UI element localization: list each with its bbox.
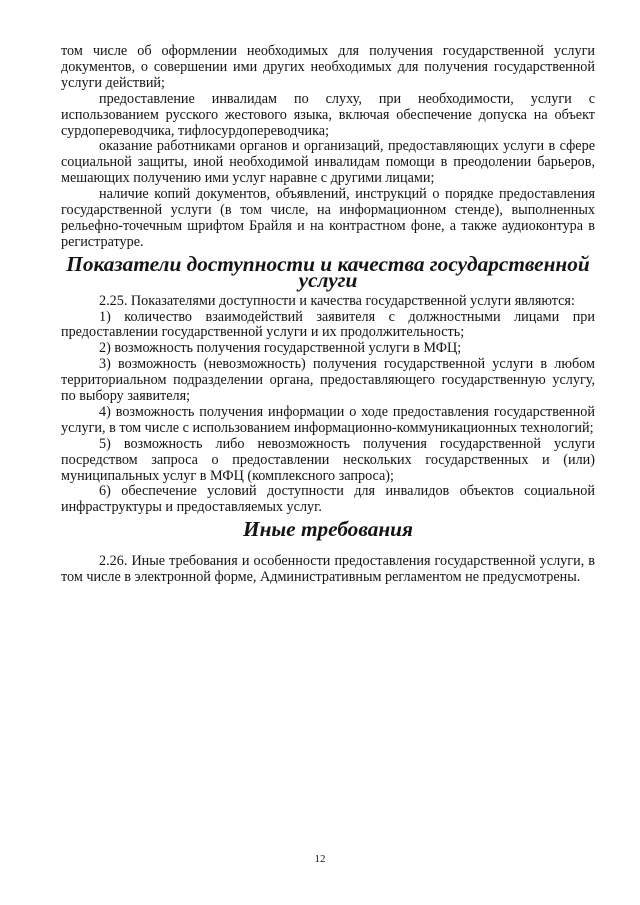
list-item: 1) количество взаимодействий заявителя с должностными лицами при предоставлении государственной услуги и их продолжительность; bbox=[61, 308, 595, 341]
paragraph: 2.26. Иные требования и особенности предоставления государственной услуги, в том числе в электронной форме, Административным регламентом не предусмотрены. bbox=[61, 553, 595, 586]
paragraph: 2.25. Показателями доступности и качества государственной услуги являются: bbox=[99, 292, 575, 309]
section-heading: Иные требования bbox=[243, 517, 413, 542]
document-body bbox=[61, 44, 595, 586]
list-item: 5) возможность либо невозможность получения государственной услуги посредством запроса о предоставлении нескольких государственных и (или) муниципальных услуг в МФЦ (комплексного запроса); bbox=[61, 435, 595, 484]
list-item: 4) возможность получения информации о ходе предоставления государственной услуги, в том числе с использованием информационно-коммуникационных технологий; bbox=[61, 403, 595, 436]
paragraph: предоставление инвалидам по слуху, при необходимости, услуги с использованием русского жестового языка, включая обеспечение допуска на объект сурдопереводчика, тифлосурдопереводчика; bbox=[61, 90, 595, 139]
section-heading: Показатели доступности и качества государственной услуги bbox=[66, 251, 590, 292]
list-item: 6) обеспечение условий доступности для инвалидов объектов социальной инфраструктуры и предоставляемых услуг. bbox=[61, 483, 595, 516]
list-item: 3) возможность (невозможность) получения государственной услуги в любом территориальном подразделении органа, предоставляющего государственную услугу, по выбору заявителя; bbox=[61, 356, 595, 405]
paragraph: наличие копий документов, объявлений, инструкций о порядке предоставления государственной услуги (в том числе, на информационном стенде), выполненных рельефно-точечным шрифтом Брайля и на контрастном фоне, а также аудиоконтура в регистратуре. bbox=[61, 186, 595, 250]
paragraph: оказание работниками органов и организаций, предоставляющих услуги в сфере социальной защиты, иной необходимой инвалидам помощи в преодолении барьеров, мешающих получению ими услуг наравне с другими лицами; bbox=[61, 138, 595, 187]
page-number: 12 bbox=[314, 853, 326, 865]
paragraph: том числе об оформлении необходимых для получения государственной услуги документов, о совершении ими других необходимых для получения государственной услуги действий; bbox=[61, 43, 595, 91]
list-item: 2) возможность получения государственной услуги в МФЦ; bbox=[99, 340, 462, 357]
